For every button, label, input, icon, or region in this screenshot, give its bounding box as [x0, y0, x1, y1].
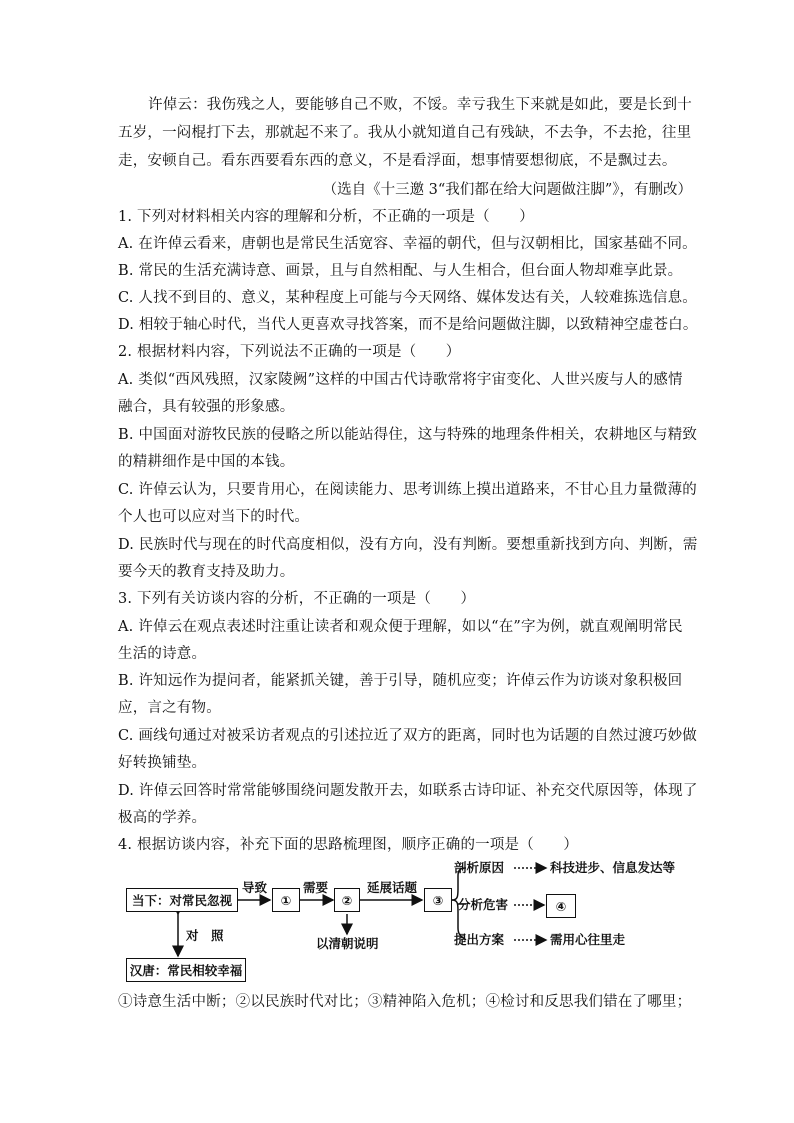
q1-stem: 1. 下列对材料相关内容的理解和分析，不正确的一项是（ ）: [118, 209, 534, 225]
q3-option-d-cont: 极高的学养。: [118, 810, 207, 826]
q3-option-a-cont: 生活的诗意。: [118, 646, 207, 662]
thinking-flow-diagram: [120, 852, 680, 988]
blank-box-4: ④: [546, 894, 576, 918]
label-extend-topic: 延展话题: [367, 880, 418, 895]
q2-option-c: C. 许倬云认为，只要肯用心，在阅读能力、思考训练上摸出道路来，不甘心且力量微薄的: [118, 482, 697, 498]
blank-box-2: ②: [334, 888, 360, 912]
label-cause-detail: 科技进步、信息发达等: [550, 860, 676, 875]
q1-option-a: A. 在许倬云看来，唐朝也是常民生活宽容、幸福的朝代，但与汉朝相比，国家基础不同。: [118, 236, 697, 252]
box-present-neglect: 当下：对常民忽视: [126, 888, 238, 912]
q1-option-d: D. 相较于轴心时代，当代人更喜欢寻找答案，而不是给问题做注脚，以致精神空虚苍白。: [118, 317, 698, 333]
q3-option-b-cont: 应，言之有物。: [118, 700, 221, 716]
q2-stem: 2. 根据材料内容，下列说法不正确的一项是（ ）: [118, 344, 461, 360]
label-need: 需要: [303, 880, 329, 895]
q3-option-a: A. 许倬云在观点表述时注重让读者和观众便于理解，如以“在”字为例，就直观阐明常民: [118, 619, 683, 635]
q2-option-a-cont: 融合，具有较强的形象感。: [118, 399, 295, 415]
passage-line-2: 五岁，一闷棍打下去，那就起不来了。我从小就知道自己有残缺，不去争，不去抢，往里: [118, 125, 692, 141]
q2-option-a: A. 类似“西风残照，汉家陵阙”这样的中国古代诗歌常将宇宙变化、人世兴废与人的感情: [118, 372, 683, 388]
q2-option-b: B. 中国面对游牧民族的侵略之所以能站得住，这与特殊的地理条件相关，农耕地区与精致: [118, 427, 698, 443]
q3-option-b: B. 许知远作为提问者，能紧抓关键，善于引导，随机应变；许倬云作为访谈对象积极回: [118, 673, 683, 689]
q3-option-c: C. 画线句通过对被采访者观点的引述拉近了双方的距离，同时也为话题的自然过渡巧妙做: [118, 728, 697, 744]
q2-option-d-cont: 要今天的教育支持及助力。: [118, 564, 295, 580]
label-qing-dynasty: 以清朝说明: [316, 936, 379, 951]
q3-option-c-cont: 好转换铺垫。: [118, 755, 207, 771]
label-propose-plan: 提出方案: [454, 932, 505, 947]
q2-option-c-cont: 个人也可以应对当下的时代。: [118, 509, 310, 525]
label-plan-detail: 需用心往里走: [550, 932, 626, 947]
label-analyze-cause: 剖析原因: [454, 860, 505, 875]
q2-option-b-cont: 的精耕细作是中国的本钱。: [118, 454, 295, 470]
q2-option-d: D. 民族时代与现在的时代高度相似，没有方向，没有判断。要想重新找到方向、判断，需: [118, 537, 698, 553]
q1-option-b: B. 常民的生活充满诗意、画景，且与自然相配、与人生相合，但台面人物却难享此景。: [118, 263, 683, 279]
label-lead-to: 导致: [242, 880, 268, 895]
q4-option-list: ①诗意生活中断；②以民族时代对比；③精神陷入危机；④检讨和反思我们错在了哪里；: [118, 994, 692, 1010]
source-citation: （选自《十三邀 3“我们都在给大问题做注脚”》，有删改）: [322, 182, 692, 198]
passage-line-3: 走，安顿自己。看东西要看东西的意义，不是看浮面，想事情要想彻底，不是飘过去。: [118, 153, 677, 169]
blank-box-1: ①: [272, 888, 300, 912]
label-analyze-harm: 分析危害: [458, 897, 509, 912]
box-han-tang-happy: 汉唐：常民相较幸福: [126, 958, 246, 982]
label-contrast: 对 照: [186, 928, 224, 943]
blank-box-3: ③: [424, 888, 452, 912]
q3-stem: 3. 下列有关访谈内容的分析，不正确的一项是（ ）: [118, 591, 476, 607]
q3-option-d: D. 许倬云回答时常常能够围绕问题发散开去，如联系古诗印证、补充交代原因等，体现了: [118, 783, 698, 799]
passage-line-1: 许倬云：我伤残之人，要能够自己不败，不馁。幸亏我生下来就是如此，要是长到十: [148, 97, 692, 113]
q1-option-c: C. 人找不到目的、意义，某种程度上可能与今天网络、媒体发达有关，人较难拣选信息。: [118, 290, 697, 306]
q4-stem: 4. 根据访谈内容，补充下面的思路梳理图，顺序正确的一项是（ ）: [118, 837, 579, 853]
